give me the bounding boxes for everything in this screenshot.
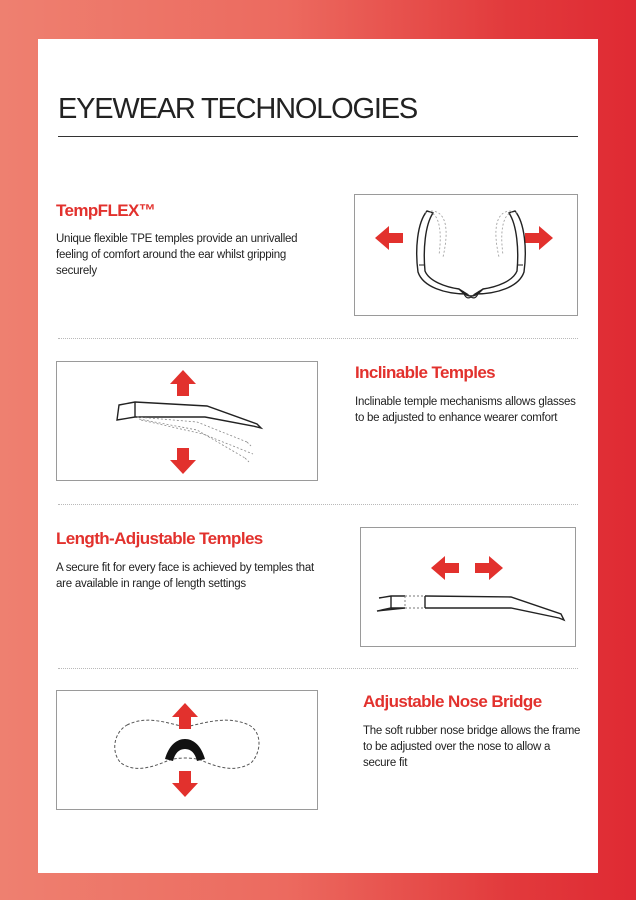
tempflex-illustration	[354, 194, 578, 316]
feature-desc-inclinable: Inclinable temple mechanisms allows glasses to be adjusted to enhance wearer comfort	[355, 396, 576, 424]
feature-desc-length: A secure fit for every face is achieved by temples that are available in range of length settings	[56, 562, 314, 590]
extension-section	[405, 596, 425, 608]
feature-desc-nose-bridge: The soft rubber nose bridge allows the frame to be adjusted over the nose to allow a secure fit	[363, 725, 581, 769]
arrow-down-icon	[170, 448, 196, 474]
nose-bridge-illustration	[56, 690, 318, 810]
arrow-left-icon	[375, 226, 403, 250]
feature-heading-inclinable: Inclinable Temples	[355, 363, 496, 382]
section-divider	[58, 668, 578, 669]
section-divider	[58, 338, 578, 339]
arrow-down-icon	[172, 771, 198, 797]
arrow-left-icon	[431, 556, 459, 580]
temple-tilt-lines	[137, 417, 253, 462]
content-card	[38, 39, 598, 873]
arrow-right-icon	[475, 556, 503, 580]
feature-desc-tempflex: Unique flexible TPE temples provide an unrivalled feeling of comfort around the ear whilst gripping securely	[56, 233, 298, 277]
feature-heading-nose-bridge: Adjustable Nose Bridge	[363, 692, 542, 711]
length-adjustable-illustration	[360, 527, 576, 647]
inclinable-illustration	[56, 361, 318, 481]
flex-motion-lines	[425, 211, 517, 257]
feature-heading-length: Length-Adjustable Temples	[56, 529, 263, 548]
arrow-up-icon	[170, 370, 196, 396]
title-divider	[58, 136, 578, 137]
arrow-right-icon	[525, 226, 553, 250]
feature-heading-tempflex: TempFLEX™	[56, 201, 156, 220]
section-divider	[58, 504, 578, 505]
temple-arm	[117, 402, 261, 428]
page-title: EYEWEAR TECHNOLOGIES	[58, 93, 417, 125]
glasses-top-view	[417, 211, 526, 298]
